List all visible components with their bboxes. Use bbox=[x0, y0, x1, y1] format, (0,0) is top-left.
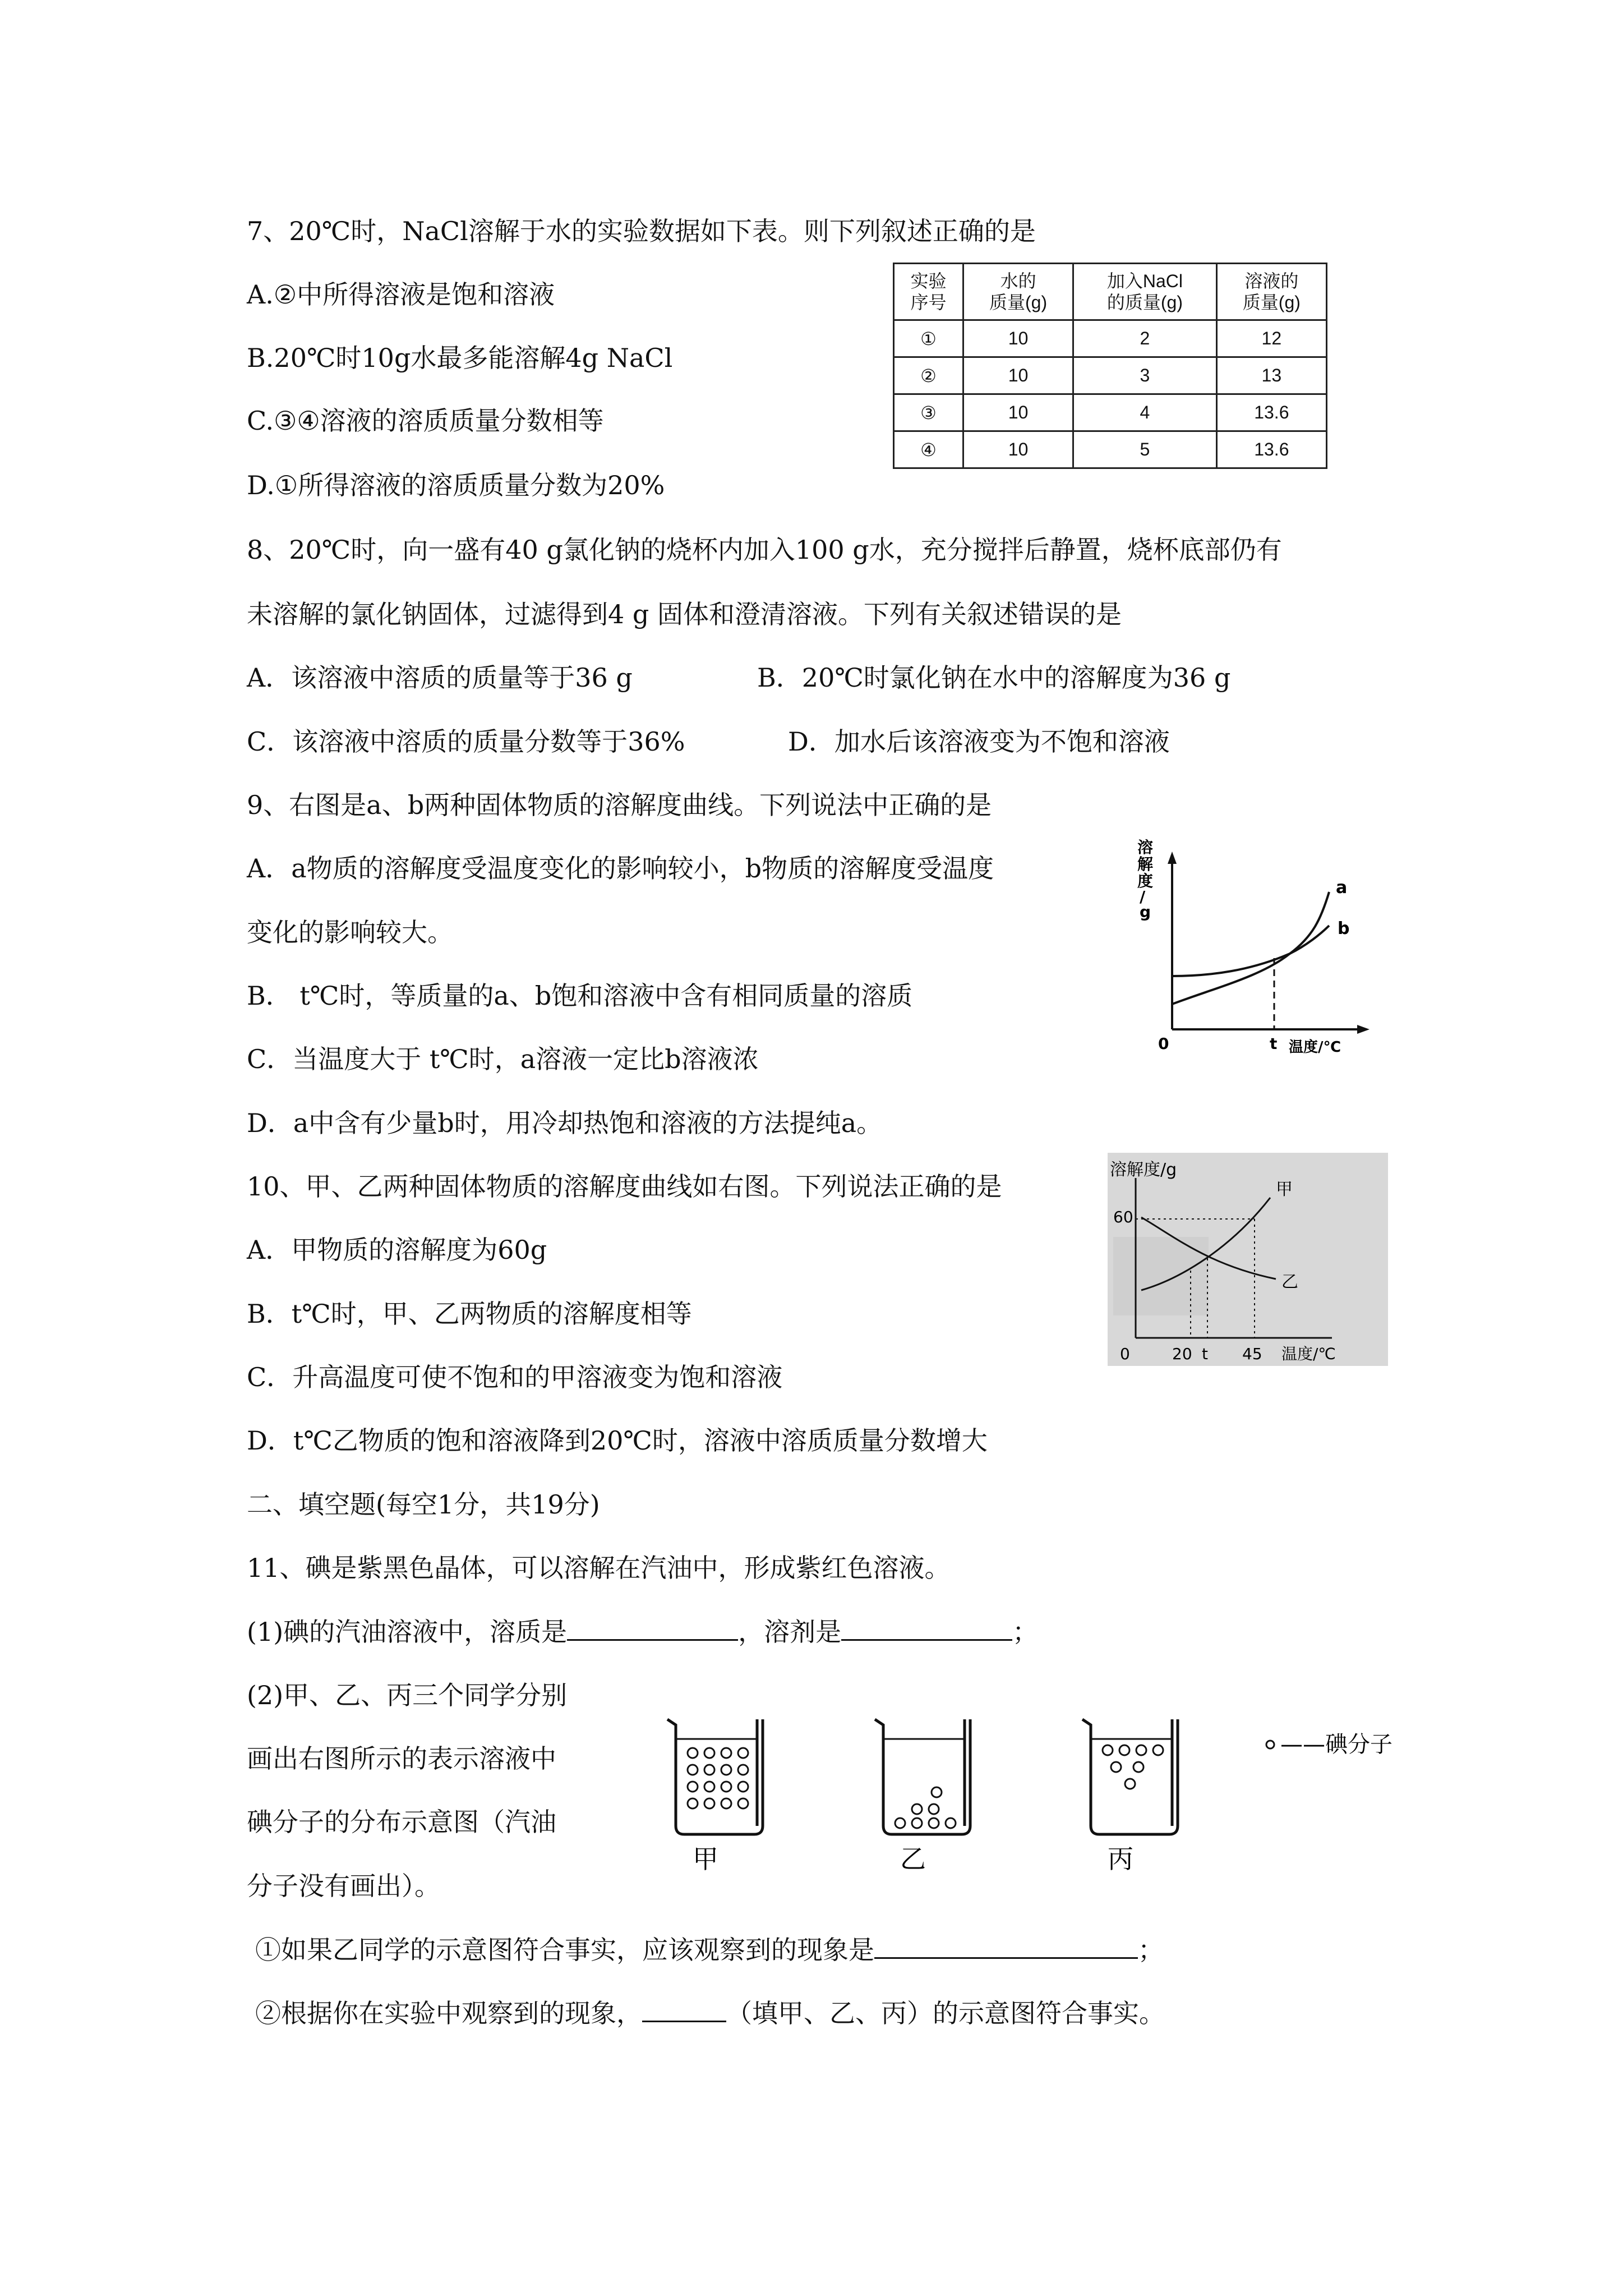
q10-x-tick-t: t bbox=[1202, 1345, 1208, 1363]
q10-curve-jia-label: 甲 bbox=[1276, 1180, 1293, 1199]
q11-part1: (1)碘的汽油溶液中，溶质是 ，溶剂是 ； bbox=[247, 1614, 1038, 1649]
q10-y-axis-label: 溶解度/g bbox=[1110, 1160, 1177, 1180]
q10-option-d: D．t℃乙物质的饱和溶液降到20℃时，溶液中溶质质量分数增大 bbox=[247, 1425, 988, 1456]
table-header-cell: 水的 质量(g) bbox=[963, 264, 1073, 320]
q11-part2-line4: 分子没有画出）。 bbox=[247, 1871, 440, 1901]
table-cell: 10 bbox=[963, 320, 1073, 357]
beaker-label-yi: 乙 bbox=[900, 1844, 926, 1874]
iodine-molecule-legend bbox=[1266, 1732, 1393, 1757]
q10-option-c: C．升高温度可使不饱和的甲溶液变为饱和溶液 bbox=[247, 1362, 783, 1392]
q10-curve-yi-label: 乙 bbox=[1281, 1272, 1298, 1292]
q10-y-tick-60: 60 bbox=[1113, 1208, 1133, 1226]
q9-option-d: D．a中含有少量b时，用冷却热饱和溶液的方法提纯a。 bbox=[247, 1108, 883, 1138]
q10-x-tick-0: 0 bbox=[1120, 1345, 1130, 1363]
q11-part2-line3: 碘分子的分布示意图（汽油 bbox=[247, 1807, 556, 1837]
legend-molecule-icon bbox=[1266, 1741, 1274, 1749]
q7-stem: 7、20℃时，NaCl溶解于水的实验数据如下表。则下列叙述正确的是 bbox=[247, 216, 1036, 246]
q11-phenomenon-blank[interactable] bbox=[874, 1932, 1138, 1959]
beaker-bing bbox=[1082, 1719, 1178, 1874]
q11-solvent-blank[interactable] bbox=[841, 1614, 1012, 1641]
q7-option-b: B.20℃时10g水最多能溶解4g NaCl bbox=[247, 343, 673, 373]
q8-option-c: C．该溶液中溶质的质量分数等于36% bbox=[247, 726, 685, 757]
q7-option-a: A.②中所得溶液是饱和溶液 bbox=[247, 279, 555, 310]
beaker-jia bbox=[667, 1719, 763, 1874]
q10-x-tick-45: 45 bbox=[1242, 1345, 1262, 1363]
table-cell: ② bbox=[894, 357, 963, 394]
q9-x-axis-label: 温度/℃ bbox=[1289, 1039, 1341, 1056]
table-cell: 13 bbox=[1216, 357, 1326, 394]
table-row bbox=[894, 357, 1327, 394]
q9-option-a-line2: 变化的影响较大。 bbox=[247, 917, 453, 947]
q9-option-a-line1: A．a物质的溶解度受温度变化的影响较小，b物质的溶解度受温度 bbox=[247, 853, 994, 884]
q7-option-c: C.③④溶液的溶质质量分数相等 bbox=[247, 406, 604, 436]
q9-curve-b-label: b bbox=[1338, 919, 1350, 938]
table-cell: 10 bbox=[963, 431, 1073, 468]
q11-stem: 11、碘是紫黑色晶体，可以溶解在汽油中，形成紫红色溶液。 bbox=[247, 1553, 951, 1583]
svg-text:g: g bbox=[1140, 903, 1151, 921]
q11-sub1: ①如果乙同学的示意图符合事实，应该观察到的现象是 ； bbox=[255, 1932, 1164, 1967]
q9-stem: 9、右图是a、b两种固体物质的溶解度曲线。下列说法中正确的是 bbox=[247, 790, 992, 820]
q9-x-tick-t: t bbox=[1270, 1034, 1278, 1053]
table-cell: 10 bbox=[963, 394, 1073, 431]
q9-curve-a-label: a bbox=[1336, 878, 1348, 898]
q8-option-a: A．该溶液中溶质的质量等于36 g bbox=[247, 662, 633, 693]
table-cell: 4 bbox=[1073, 394, 1216, 431]
svg-text:溶: 溶 bbox=[1137, 838, 1154, 857]
q9-solubility-figure bbox=[1127, 836, 1385, 1060]
svg-text:/: / bbox=[1140, 887, 1146, 906]
q8-stem-line2: 未溶解的氯化钠固体，过滤得到4 g 固体和澄清溶液。下列有关叙述错误的是 bbox=[247, 599, 1122, 629]
beaker-yi bbox=[875, 1719, 970, 1874]
q11-sub2: ②根据你在实验中观察到的现象， （填甲、乙、丙）的示意图符合事实。 bbox=[255, 1996, 1165, 2030]
table-cell: 5 bbox=[1073, 431, 1216, 468]
q9-curve-a bbox=[1172, 892, 1329, 1004]
svg-text:度: 度 bbox=[1137, 872, 1154, 890]
q8-option-d: D．加水后该溶液变为不饱和溶液 bbox=[788, 726, 1170, 757]
experiment-table bbox=[893, 263, 1327, 469]
table-cell: ① bbox=[894, 320, 963, 357]
q7-option-d: D.①所得溶液的溶质质量分数为20% bbox=[247, 470, 665, 500]
q9-curve-b bbox=[1172, 926, 1329, 976]
q9-y-axis-label bbox=[1137, 838, 1153, 921]
table-header-cell: 实验 序号 bbox=[894, 264, 963, 320]
q8-option-b: B．20℃时氯化钠在水中的溶解度为36 g bbox=[757, 662, 1231, 693]
q9-y-arrow bbox=[1168, 852, 1177, 864]
legend-label: ——碘分子 bbox=[1280, 1732, 1393, 1757]
q8-stem-line1: 8、20℃时，向一盛有40 g氯化钠的烧杯内加入100 g水，充分搅拌后静置，烧杯底部仍有 bbox=[247, 535, 1282, 565]
q9-origin-label: 0 bbox=[1158, 1034, 1169, 1053]
table-cell: 10 bbox=[963, 357, 1073, 394]
q9-option-c: C．当温度大于 t℃时，a溶液一定比b溶液浓 bbox=[247, 1044, 759, 1074]
q9-option-b: B． t℃时，等质量的a、b饱和溶液中含有相同质量的溶质 bbox=[247, 981, 913, 1011]
beaker-diagram bbox=[653, 1708, 1438, 1876]
svg-text:解: 解 bbox=[1137, 855, 1154, 873]
table-cell: 13.6 bbox=[1216, 394, 1326, 431]
q11-choice-blank[interactable] bbox=[642, 1996, 726, 2022]
beaker-label-jia: 甲 bbox=[693, 1844, 718, 1874]
q11-part2-line2: 画出右图所示的表示溶液中 bbox=[247, 1743, 556, 1774]
q10-solubility-figure bbox=[1108, 1153, 1388, 1366]
q9-x-arrow bbox=[1357, 1025, 1370, 1034]
table-cell: 12 bbox=[1216, 320, 1326, 357]
beaker-label-bing: 丙 bbox=[1108, 1844, 1133, 1874]
table-header-cell: 溶液的 质量(g) bbox=[1216, 264, 1326, 320]
q11-part2-line1: (2)甲、乙、丙三个同学分别 bbox=[247, 1680, 568, 1710]
q10-x-axis-label: 温度/℃ bbox=[1281, 1345, 1336, 1363]
q10-option-b: B．t℃时，甲、乙两物质的溶解度相等 bbox=[247, 1299, 692, 1329]
q11-solute-blank[interactable] bbox=[567, 1614, 738, 1641]
table-row bbox=[894, 394, 1327, 431]
table-header-row bbox=[894, 264, 1327, 320]
table-row bbox=[894, 320, 1327, 357]
section-2-title: 二、填空题(每空1分，共19分) bbox=[247, 1489, 600, 1520]
table-header-cell: 加入NaCl 的质量(g) bbox=[1073, 264, 1216, 320]
q10-option-a: A．甲物质的溶解度为60g bbox=[247, 1235, 547, 1265]
table-cell: 3 bbox=[1073, 357, 1216, 394]
table-cell: ③ bbox=[894, 394, 963, 431]
table-cell: 2 bbox=[1073, 320, 1216, 357]
table-cell: 13.6 bbox=[1216, 431, 1326, 468]
table-cell: ④ bbox=[894, 431, 963, 468]
q10-x-tick-20: 20 bbox=[1172, 1345, 1192, 1363]
q10-stem: 10、甲、乙两种固体物质的溶解度曲线如右图。下列说法正确的是 bbox=[247, 1171, 1002, 1202]
table-row bbox=[894, 431, 1327, 468]
